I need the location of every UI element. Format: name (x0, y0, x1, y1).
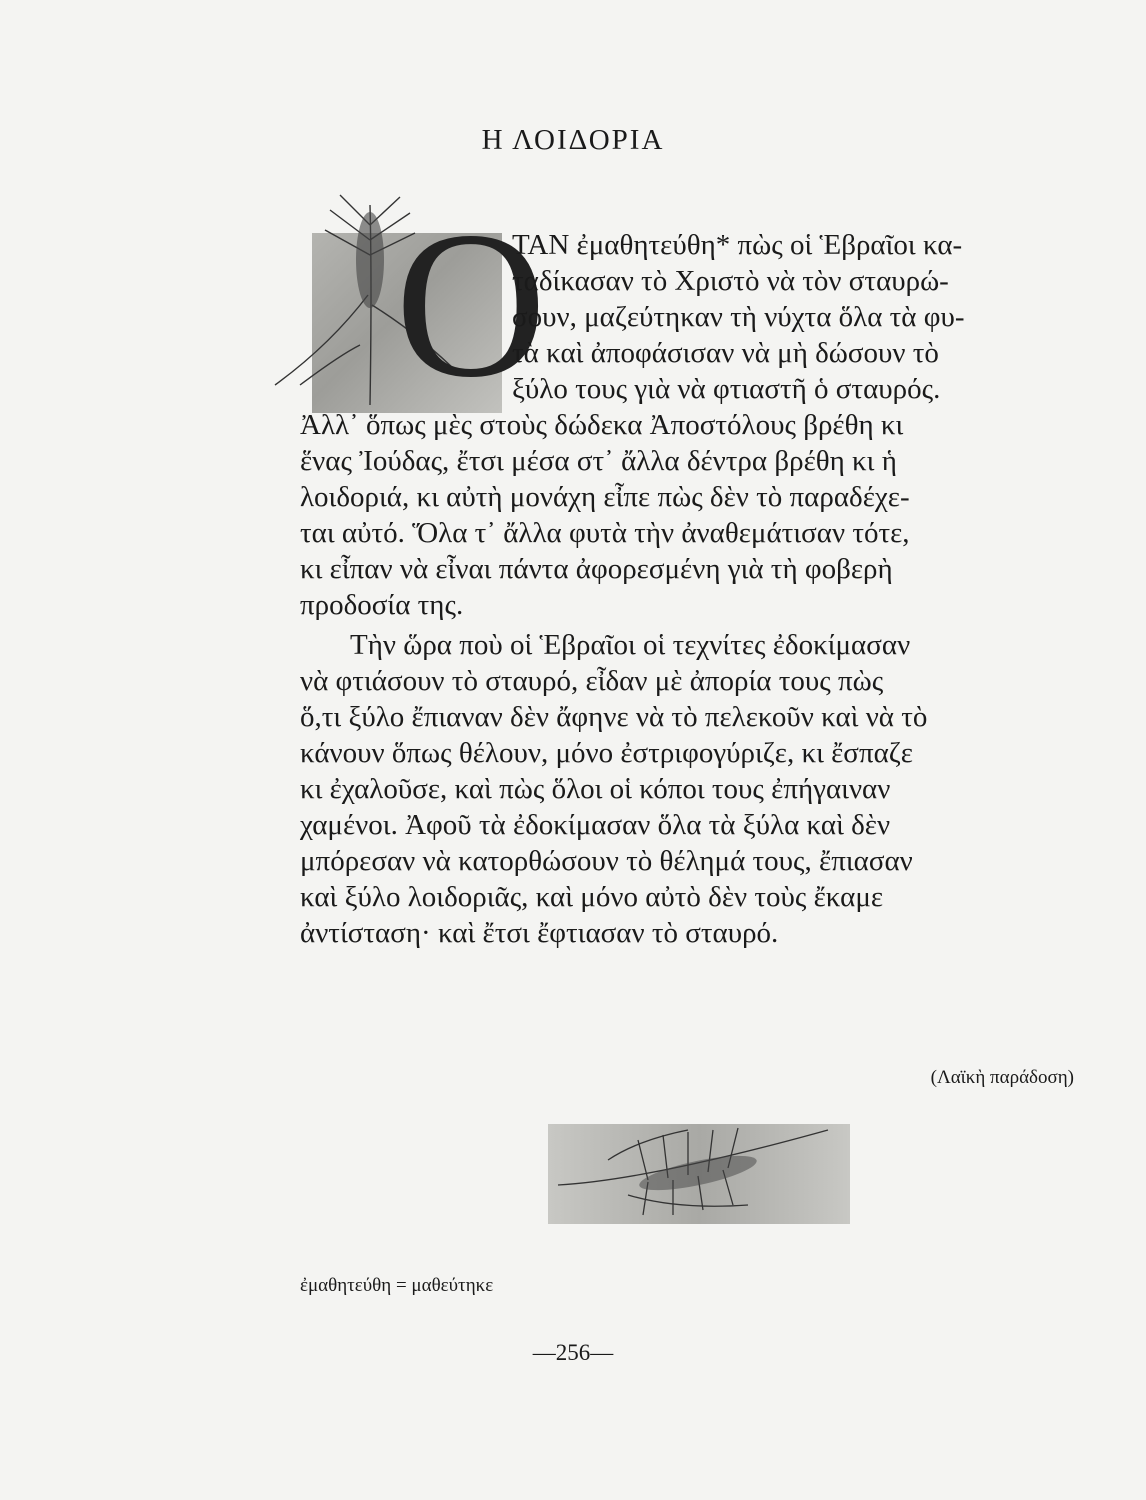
text-line: καὶ ξύλο λοιδοριᾶς, καὶ μόνο αὐτὸ δὲν τοὺς ἔκαμε (300, 881, 884, 913)
source-attribution: (Λαϊκὴ παράδοση) (930, 1067, 1074, 1088)
text-line: κάνουν ὅπως θέλουν, μόνο ἐστριφογύριζε, κι ἔσπαζε (300, 737, 913, 769)
text-line: ἀντίσταση· καὶ ἔτσι ἔφτιασαν τὸ σταυρό. (300, 917, 779, 949)
text-line: σουν, μαζεύτηκαν τὴ νύχτα ὅλα τὰ φυ- (512, 301, 965, 333)
footnote: ἐμαθητεύθη = μαθεύτηκε (300, 1275, 494, 1296)
text-line: ται αὐτό. Ὅλα τ᾽ ἄλλα φυτὰ τὴν ἀναθεμάτισαν τότε, (300, 517, 910, 549)
text-line: ΤΑΝ ἐμαθητεύθη* πὼς οἱ Ἑβραῖοι κα- (512, 229, 963, 261)
text-line: λοιδοριά, κι αὐτὴ μονάχη εἶπε πὼς δὲν τὸ παραδέχε- (300, 481, 910, 513)
text-line: νὰ φτιάσουν τὸ σταυρό, εἶδαν μὲ ἀπορία τους πὼς (300, 665, 884, 697)
page-number: —256— (532, 1340, 614, 1365)
text-line: ὅ,τι ξύλο ἔπιαναν δὲν ἄφηνε νὰ τὸ πελεκοῦν καὶ νὰ τὸ (300, 701, 928, 733)
text-line: κι ἐχαλοῦσε, καὶ πὼς ὅλοι οἱ κόποι τους ἐπήγαιναν (300, 773, 891, 805)
text-line: προδοσία της. (300, 589, 464, 621)
text-line: ταδίκασαν τὸ Χριστὸ νὰ τὸν σταυρώ- (512, 265, 949, 297)
page-title: Η ΛΟΙΔΟΡΙΑ (481, 124, 665, 156)
text-line: τὰ καὶ ἀποφάσισαν νὰ μὴ δώσουν τὸ (512, 337, 939, 369)
text-line: κι εἶπαν νὰ εἶναι πάντα ἀφορεσμένη γιὰ τὴ φοβερὴ (300, 553, 893, 585)
wheat-ear-ornament-icon (548, 1110, 850, 1224)
text-line: χαμένοι. Ἀφοῦ τὰ ἐδοκίμασαν ὅλα τὰ ξύλα καὶ δὲν (300, 809, 891, 841)
text-line: ξύλο τους γιὰ νὰ φτιαστῆ ὁ σταυρός. (512, 373, 941, 405)
dropcap-letter: Ο (395, 189, 547, 421)
text-line: ἕνας Ἰούδας, ἔτσι μέσα στ᾽ ἄλλα δέντρα βρέθη κι ἡ (300, 445, 897, 477)
text-line: Τὴν ὥρα ποὺ οἱ Ἑβραῖοι οἱ τεχνίτες ἐδοκίμασαν (350, 629, 911, 661)
text-line: μπόρεσαν νὰ κατορθώσουν τὸ θέλημά τους, ἔπιασαν (300, 845, 913, 877)
text-line: Ἀλλ᾽ ὅπως μὲς στοὺς δώδεκα Ἀποστόλους βρέθη κι (300, 409, 904, 441)
